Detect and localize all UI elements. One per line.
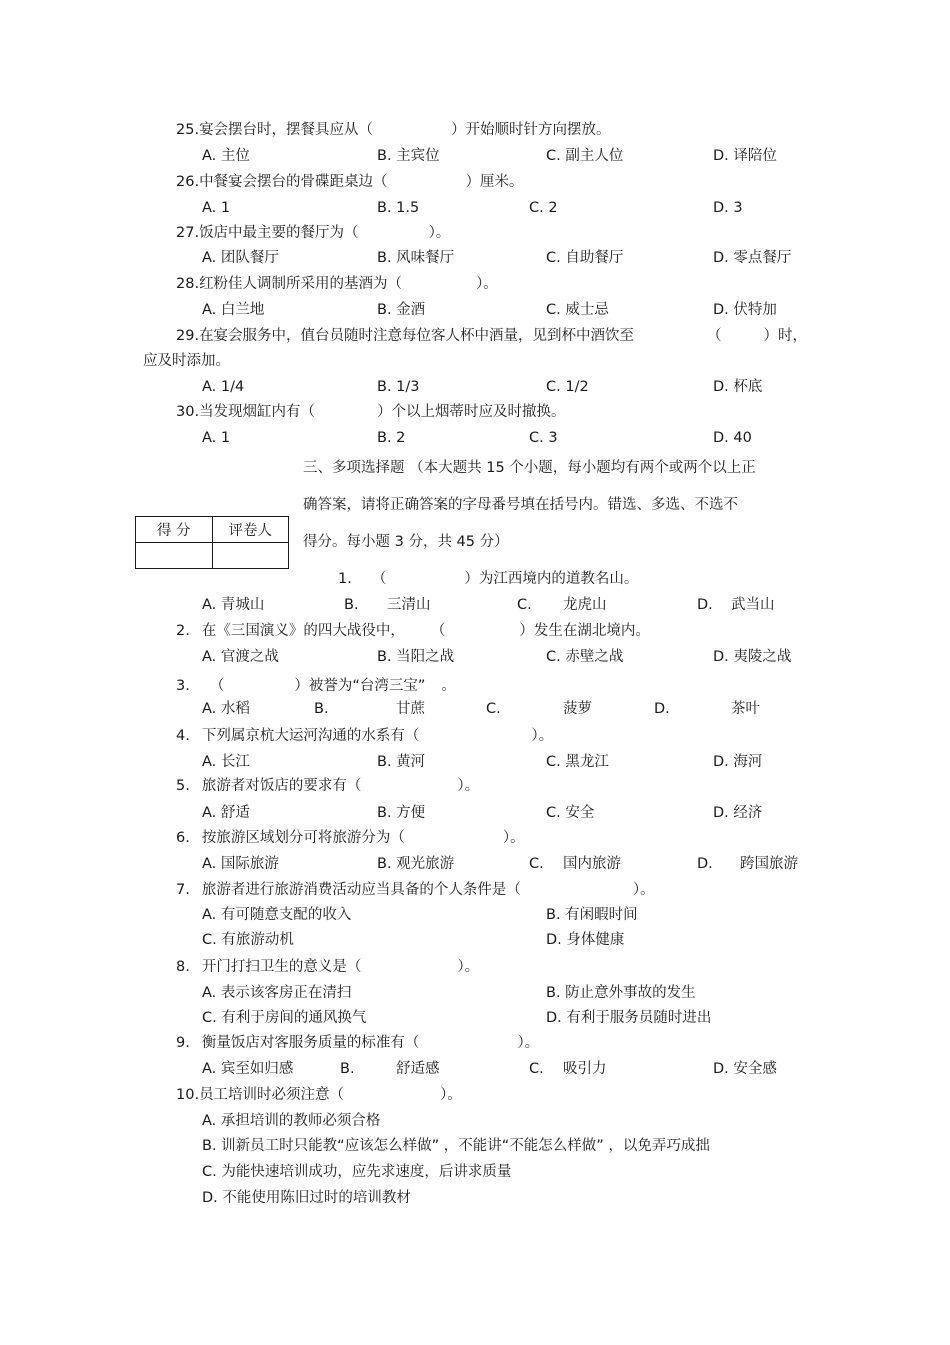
moption-3-a: A. 水稻 [202,701,250,717]
question-number: 25. [176,122,200,138]
grader-cell[interactable] [212,543,289,569]
moption-4-b: B. 黄河 [377,754,426,770]
question-number: 27. [176,225,200,241]
question-number: 9. [176,1035,190,1051]
moption-3-d: 茶叶 [731,701,760,717]
question-paren-open: （ [707,328,722,344]
question-stem: 在《三国演义》的四大战役中， [201,623,405,639]
question-29-paren [707,326,807,346]
question-stem: 下列属京杭大运河沟通的水系有（ [201,728,420,744]
question-stem: 饭店中最主要的餐厅为（ [199,225,359,241]
option-27-b: B. 风味餐厅 [377,250,455,266]
section-heading-line-3: 得分。每小题 3 分，共 45 分） [303,534,509,550]
question-29 [176,326,634,346]
question-stem: 红粉佳人调制所采用的基酒为（ [199,276,403,292]
question-stem: 中餐宴会摆台的骨碟距桌边（ [199,174,388,190]
question-number: 10. [176,1087,200,1103]
question-stem-end: ）开始顺时针方向摆放。 [451,122,611,138]
moption-9-b-label: B. [340,1061,355,1077]
moption-10-d: D. 不能使用陈旧过时的培训教材 [202,1190,411,1206]
question-stem: 衡量饭店对客服务质量的标准有（ [201,1035,420,1051]
moption-8-c: C. 有利于房间的通风换气 [202,1010,367,1026]
question-stem: 在宴会服务中，值台员随时注意每位客人杯中酒量，见到杯中酒饮至 [199,328,635,344]
question-stem: ）为江西境内的道教名山。 [464,571,639,587]
option-25-a: A. 主位 [202,148,250,164]
mquestion-5 [176,776,479,796]
moption-5-a: A. 舒适 [202,805,250,821]
question-stem-end: ）。 [457,959,480,975]
question-stem: 宴会摆台时，摆餐具应从（ [199,122,374,138]
section-heading-line-2: 确答案，请将正确答案的字母番号填在括号内。错选、多选、不选不 [303,497,738,513]
question-number: 6. [176,830,190,846]
moption-5-c: C. 安全 [546,805,595,821]
question-27 [176,223,450,243]
question-number: 26. [176,174,200,190]
question-29-continuation: 应及时添加。 [143,353,230,369]
option-29-b: B. 1/3 [377,379,420,395]
question-number: 1. [338,571,352,587]
moption-4-c: C. 黑龙江 [546,754,609,770]
question-stem: 员工培训时必须注意（ [199,1087,345,1103]
question-26 [176,172,524,192]
question-stem-end: ）。 [440,1087,462,1103]
moption-1-d-label: D. [697,597,713,613]
moption-5-b: B. 方便 [377,805,426,821]
score-label: 得 分 [136,517,213,543]
option-29-d: D. 杯底 [713,379,763,395]
question-stem-end: ）。 [517,1035,540,1051]
option-25-c: C. 副主人位 [546,148,624,164]
question-paren-open: （ [430,623,446,639]
moption-4-d: D. 海河 [713,754,763,770]
question-number: 8. [176,959,190,975]
moption-1-c-label: C. [517,597,532,613]
mquestion-1 [338,569,638,589]
question-number: 28. [176,276,200,292]
question-number: 7. [176,882,190,898]
question-stem-end: ）时， [763,328,807,344]
option-28-d: D. 伏特加 [713,302,777,318]
grader-label: 评卷人 [212,517,289,543]
option-27-d: D. 零点餐厅 [713,250,792,266]
moption-2-c: C. 赤壁之战 [546,649,624,665]
mquestion-9 [176,1033,539,1053]
question-stem: 当发现烟缸内有（ [199,404,316,420]
moption-3-b-label: B. [314,701,329,717]
mquestion-3 [176,676,456,696]
question-number: 29. [176,328,200,344]
moption-6-d-label: D. [697,856,713,872]
score-cell[interactable] [136,543,213,569]
moption-4-a: A. 长江 [202,754,250,770]
option-26-a: A. 1 [202,200,231,216]
moption-2-b: B. 当阳之战 [377,649,455,665]
option-25-d: D. 译陪位 [713,148,777,164]
moption-5-d: D. 经济 [713,805,763,821]
mquestion-10 [176,1085,462,1105]
mquestion-6 [176,828,525,848]
question-stem-end: ）。 [632,882,655,898]
question-paren-open: （ [371,571,387,587]
option-26-b: B. 1.5 [377,200,420,216]
question-stem-end: ）。 [428,225,451,241]
moption-3-d-label: D. [654,701,670,717]
mquestion-2 [176,621,650,641]
mquestion-8 [176,957,479,977]
moption-6-b: B. 观光旅游 [377,856,455,872]
option-28-c: C. 威士忌 [546,302,609,318]
question-30 [176,402,566,422]
question-stem: 旅游者对饭店的要求有（ [201,778,362,794]
moption-1-a: A. 青城山 [202,597,265,613]
question-stem-end: ）。 [502,830,525,846]
moption-3-c-label: C. [486,701,501,717]
option-27-a: A. 团队餐厅 [202,250,279,266]
question-number: 30. [176,404,200,420]
moption-8-d: D. 有利于服务员随时进出 [546,1010,712,1026]
moption-9-c: 吸引力 [563,1061,607,1077]
moption-1-d: 武当山 [731,597,775,613]
question-stem-end: ）。 [531,728,554,744]
score-table [135,516,289,569]
moption-8-b: B. 防止意外事故的发生 [546,985,696,1001]
moption-7-a: A. 有可随意支配的收入 [202,907,352,923]
moption-7-c: C. 有旅游动机 [202,932,294,948]
question-stem-end: ）发生在湖北境内。 [519,623,650,639]
moption-9-a: A. 宾至如归感 [202,1061,294,1077]
option-26-d: D. 3 [713,200,743,216]
moption-2-a: A. 官渡之战 [202,649,279,665]
question-stem-end: ）。 [476,276,498,292]
moption-7-d: D. 身体健康 [546,932,625,948]
option-27-c: C. 自助餐厅 [546,250,624,266]
moption-10-a: A. 承担培训的教师必须合格 [202,1113,381,1129]
option-30-c: C. 3 [529,430,558,446]
option-29-c: C. 1/2 [546,379,589,395]
question-stem: 按旅游区域划分可将旅游分为（ [201,830,405,846]
option-28-a: A. 白兰地 [202,302,265,318]
mquestion-4 [176,726,553,746]
question-paren-open: （ [209,678,225,694]
option-30-d: D. 40 [713,430,752,446]
moption-8-a: A. 表示该客房正在清扫 [202,985,352,1001]
question-stem-end: ）。 [457,778,480,794]
question-number: 2. [176,623,190,639]
moption-6-a: A. 国际旅游 [202,856,279,872]
question-stem: 旅游者进行旅游消费活动应当具备的个人条件是（ [201,882,521,898]
question-stem: ）被誉为“台湾三宝” [294,678,426,694]
mquestion-7 [176,880,655,900]
option-28-b: B. 金酒 [377,302,426,318]
moption-7-b: B. 有闲暇时间 [546,907,638,923]
section-heading-line-1: 三、多项选择题 （本大题共 15 个小题，每小题均有两个或两个以上正 [303,460,756,476]
question-28 [176,274,498,294]
question-stem-end: ）个以上烟蒂时应及时撤换。 [377,404,566,420]
question-number: 5. [176,778,190,794]
moption-6-c: 国内旅游 [563,856,621,872]
option-30-a: A. 1 [202,430,231,446]
question-number: 3. [176,678,190,694]
moption-1-b: 三清山 [387,597,431,613]
question-stem: 开门打扫卫生的意义是（ [201,959,362,975]
question-number: 4. [176,728,190,744]
moption-2-d: D. 夷陵之战 [713,649,792,665]
moption-1-b-label: B. [344,597,359,613]
moption-9-d: D. 安全感 [713,1061,777,1077]
question-25 [176,120,611,140]
moption-9-b: 舒适感 [396,1061,440,1077]
moption-3-c: 菠萝 [563,701,592,717]
question-stem-end: 。 [441,678,456,694]
moption-1-c: 龙虎山 [563,597,607,613]
moption-6-c-label: C. [529,856,544,872]
moption-6-d: 跨国旅游 [740,856,798,872]
moption-3-b: 甘蔗 [396,701,425,717]
option-30-b: B. 2 [377,430,406,446]
moption-10-b: B. 训新员工时只能教“应该怎么样做” ，不能讲“不能怎么样做” ，以免弄巧成拙 [202,1138,710,1154]
question-stem-end: ）厘米。 [465,174,524,190]
option-26-c: C. 2 [529,200,558,216]
option-29-a: A. 1/4 [202,379,245,395]
moption-10-c: C. 为能快速培训成功，应先求速度，后讲求质量 [202,1164,512,1180]
option-25-b: B. 主宾位 [377,148,440,164]
moption-9-c-label: C. [529,1061,544,1077]
